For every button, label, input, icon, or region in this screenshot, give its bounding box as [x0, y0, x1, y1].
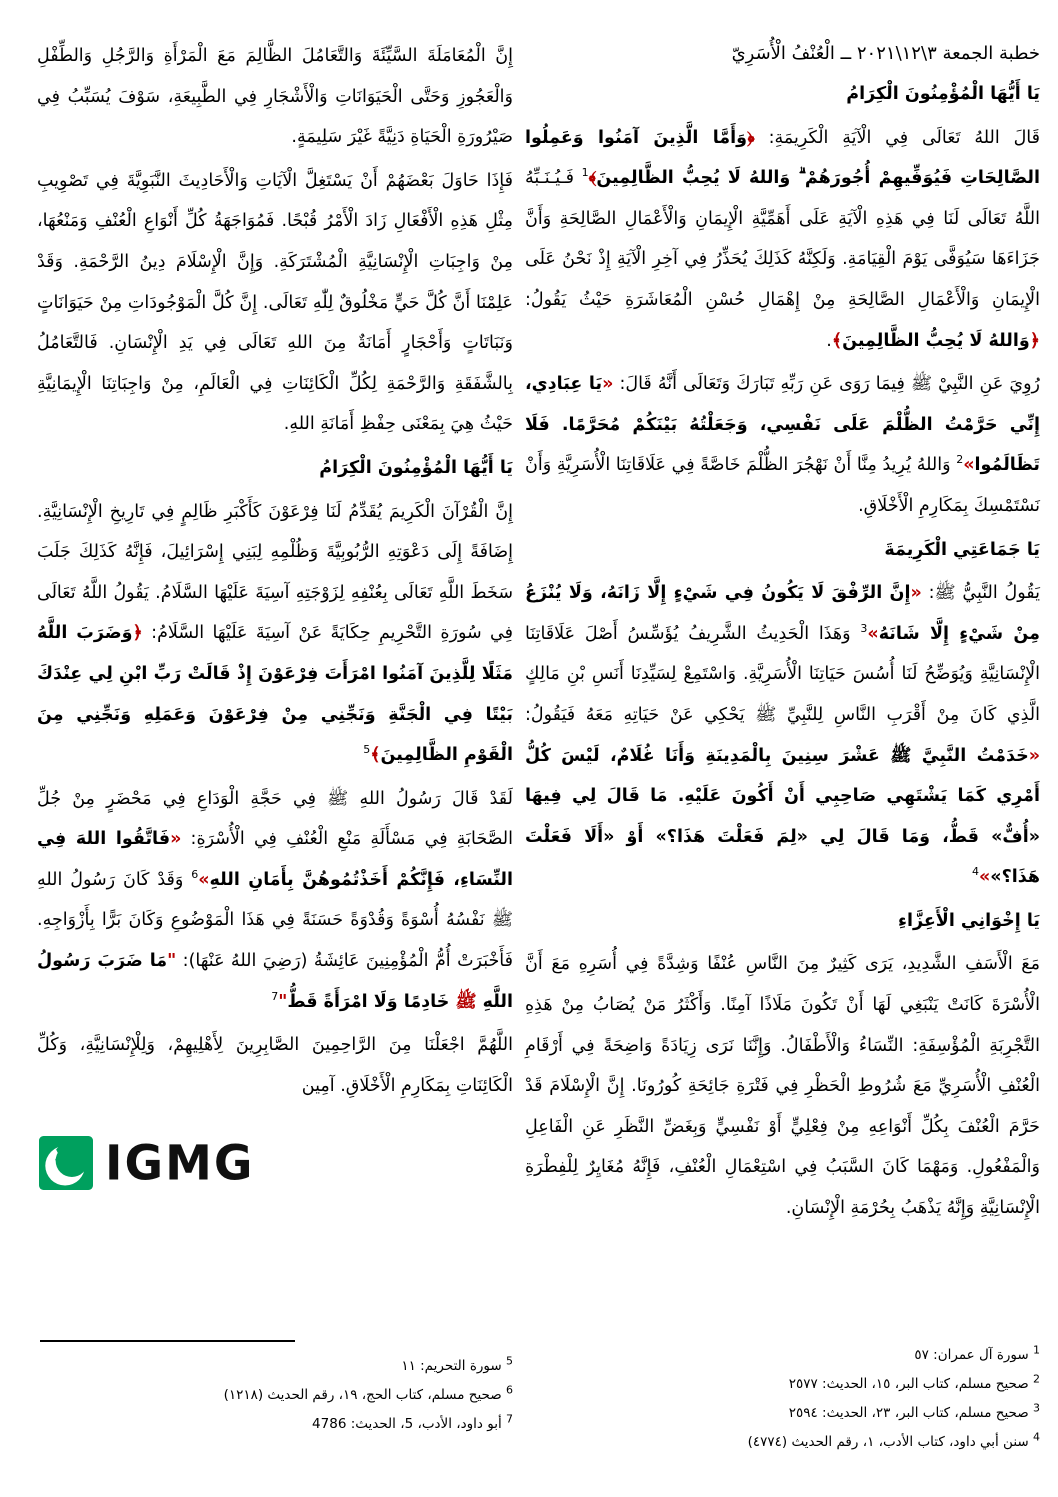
footnote-number: 5	[506, 1354, 513, 1368]
footnote-reference: 3	[860, 621, 868, 635]
text-segment: ﴾	[831, 330, 843, 351]
text-segment: "	[278, 991, 288, 1012]
column-left	[37, 36, 513, 1232]
footnote	[520, 1428, 1040, 1457]
text-segment: وَاللهُ يُرِيدُ مِنَّا أَنْ نَهْجُرَ الظُّلْمَ خَاصَّةً فِي عَلَاقَاتِنَا الْأُسَرِيَّةِ وَأَنْ نَسْتَمْسِكَ بِمَكَارِمِ الْأَخْلَاقِ.	[525, 455, 1040, 516]
text-segment: ﴿	[132, 623, 143, 644]
text-segment: «	[602, 374, 614, 395]
text-segment: »	[978, 867, 991, 888]
footnote-number: 1	[1033, 1343, 1040, 1357]
text-segment: «	[170, 829, 182, 850]
text-segment: ﴾	[588, 168, 597, 189]
text-segment: »	[867, 623, 879, 644]
footnote-reference: 4	[971, 865, 979, 879]
text-segment: "	[167, 951, 177, 972]
section-heading	[525, 74, 1040, 115]
footnote-text: صحيح مسلم، كتاب البر، ١٥، الحديث: ٢٥٧٧	[788, 1375, 1033, 1392]
text-segment: اللَّهُمَّ اجْعَلْنَا مِنَ الرَّاحِمِينَ الصَّابِرِينَ لِأَهْلِيهِمْ، وَلِلْإِنْسَانِيَّةِ، وَكُلِّ الْكَائِنَاتِ بِمَكَارِمِ الْأَخْلَاقِ. آمِين	[37, 1035, 513, 1096]
footnote	[520, 1399, 1040, 1428]
text-segment: فَإِذَا حَاوَلَ بَعْضَهُمْ أَنْ يَسْتَغِلَّ الْآيَاتِ وَالْأَحَادِيثَ النَّبَوِيَّةَ فِي تَصْوِيبِ مِثْلِ هَذِهِ الْأَفْعَالِ زَادَ الْأَمْرُ قُبْحًا. فَمُوَاجَهَةُ كُلِّ أَنْوَاعِ الْعُنْفِ وَمَنْعُهَا، مِنْ وَاجِبَاتِ الْإِنْسَانِيَّةِ الْمُشْتَرَكَةِ. وَإِنَّ الْإِسْلَامَ دِينُ الرَّحْمَةِ. وَقَدْ عَلِمْنَا أَنَّ كُلَّ حَيٍّ مَخْلُوقٌ لِلّٰهِ تَعَالَى. إِنَّ كُلَّ الْمَوْجُودَاتِ مِنْ حَيَوَانَاتٍ وَنَبَاتَاتٍ وَأَحْجَارٍ أَمَانَةٌ مِنَ اللهِ تَعَالَى فِي يَدِ الْإِنْسَانِ. فَالتَّعَامُلُ بِالشَّفَقَةِ وَالرَّحْمَةِ لِكُلِّ الْكَائِنَاتِ فِي الْعَالَمِ، مِنْ وَاجِبَاتِنَا الْإِيمَانِيَّةِ حَيْثُ هِيَ بِمَعْنَى حِفْظِ أَمَانَةِ اللهِ.	[37, 170, 513, 435]
text-segment: فَاتَّقُوا اللهَ فِي النِّسَاءِ، فَإِنَّكُمْ أَخَذْتُمُوهُنَّ بِأَمَانِ اللهِ	[37, 829, 513, 890]
text-segment: يَا إِخْوَانِي الْأَعِزَّاءِ	[898, 910, 1040, 931]
text-segment: ﴿	[747, 127, 755, 148]
column-right	[525, 36, 1040, 1232]
footnote-number: 4	[1033, 1430, 1040, 1444]
text-segment: فَـيُـنَـبِّهُ اللَّهُ تَعَالَى لَنَا فِي هَذِهِ الْآيَةِ عَلَى أَهَمِّيَّةِ الْإِيمَانِ وَالْأَعْمَالِ الصَّالِحَةِ وَأَنَّ جَزَاءَهَا سَيُوَفَّى يَوْمَ الْقِيَامَةِ. وَلَكِنَّهُ كَذَلِكَ يُحَذِّرُ فِي آخِرِ الْآيَةِ إِذْ نَحْنُ عَلَى الْإِيمَانِ وَالْأَعْمَالِ الصَّالِحَةِ مِنْ إِهْمَالِ حُسْنِ الْمُعَاشَرَةِ حَيْثُ يَقُولُ:	[525, 168, 1040, 310]
column-left-content	[37, 36, 513, 1106]
text-segment: ﷺ	[455, 991, 477, 1012]
footnote	[520, 1341, 1040, 1370]
text-segment: إِنَّ الرِّفْقَ لَا يَكُونُ فِي شَيْءٍ إِلَّا زَانَهُ، وَلَا يُنْزَعُ مِنْ شَيْءٍ إِلَّا شَانَهُ	[525, 583, 1040, 644]
text-segment: خَدَمْتُ النَّبِيَّ ﷺ عَشْرَ سِنِينَ بِالْمَدِينَةِ وَأَنَا غُلَامٌ، لَيْسَ كُلُّ أَمْرِي كَمَا يَشْتَهِي صَاحِبِي أَنْ أَكُونَ عَلَيْهِ. مَا قَالَ لِي فِيهَا «أُفٌّ» قَطُّ، وَمَا قَالَ لِي «لِمَ فَعَلْتَ هَذَا؟» أَوْ «أَلَا فَعَلْتَ هَذَا؟»	[525, 745, 1040, 888]
text-segment: يَا أَيُّهَا الْمُؤْمِنُونَ الْكِرَامُ	[846, 84, 1040, 104]
text-segment: وَاللهُ لَا يُحِبُّ الظَّالِمِينَ	[842, 330, 1030, 351]
paragraph	[37, 36, 513, 158]
paragraph	[525, 573, 1040, 898]
footnote	[37, 1410, 513, 1439]
footnote-number: 2	[1033, 1372, 1040, 1386]
footnotes-right	[520, 1341, 1040, 1457]
footnote-reference: 2	[956, 453, 964, 467]
text-segment: .	[826, 330, 832, 351]
text-segment: »	[198, 869, 210, 890]
text-segment: وَقَدْ كَانَ رَسُولُ اللهِ ﷺ نَفْسُهُ أُسْوَةً وَقُدْوَةً حَسَنَةً فِي هَذَا الْمَوْضُوعِ وَكَانَ بَرًّا بِأَزْوَاجِهِ. فَأَخْبَرَتْ أُمُّ الْمُؤْمِنِينَ عَائِشَةُ (رَضِيَ اللهُ عَنْهَا):	[37, 869, 513, 972]
text-segment: إِنَّ الْمُعَامَلَةَ السَّيِّئَةَ وَالتَّعَامُلَ الظَّالِمَ مَعَ الْمَرْأَةِ وَالرَّجُلِ وَالطِّفْلِ وَالْعَجُوزِ وَحَتَّى الْحَيَوَانَاتِ وَالْأَشْجَارِ فِي الطَّبِيعَةِ، سَوْفَ يُسَبِّبُ فِي صَيْرُورَةِ الْحَيَاةِ دَنِيَّةً غَيْرَ سَلِيمَةٍ.	[37, 46, 513, 148]
text-segment: يَا جَمَاعَتِي الْكَرِيمَةَ	[884, 539, 1040, 560]
footnote-reference: 7	[271, 989, 279, 1003]
text-segment: وَهَذَا الْحَدِيثُ الشَّرِيفُ يُؤَسِّسُ أَصْلَ عَلَاقَاتِنَا الْإِنْسَانِيَّةِ وَيُوَضِّحُ لَنَا أُسُسَ حَيَاتِنَا الْأُسَرِيَّةِ. وَاسْتَمِعْ لِسَيِّدِنَا أَنَسِ بْنِ مَالِكٍ الَّذِي كَانَ مِنْ أَقْرَبِ النَّاسِ لِلنَّبِيِّ ﷺ يَحْكِي عَنْ حَيَاتِهِ مَعَهُ فَيَقُولُ:	[525, 623, 1040, 725]
footnote-text: سنن أبي داود، كتاب الأدب، ١، رقم الحديث (٤٧٧٤)	[747, 1433, 1033, 1450]
crescent-europe-icon	[39, 1136, 93, 1190]
section-heading	[525, 530, 1040, 571]
text-segment: مَعَ الْأَسَفِ الشَّدِيدِ، يَرَى كَثِيرٌ مِنَ النَّاسِ عُنْفًا وَشِدَّةً فِي أُسَرِهِ مَعَ أَنَّ الْأُسْرَةَ كَانَتْ يَنْبَغِي لَهَا أَنْ تَكُونَ مَلَاذًا آمِنًا. وَأَكْثَرُ مَنْ يُصَابُ مِنْ هَذِهِ التَّجْرِبَةِ الْمُؤْسِفَةِ: النِّسَاءُ وَالْأَطْفَالُ. وَإِنَّنَا نَرَى زِيَادَةً وَاضِحَةً فِي أَرْقَامِ الْعُنْفِ الْأُسَرِيِّ مَعَ شُرُوطِ الْحَظْرِ فِي فَتْرَةِ جَائِحَةِ كُورُونَا. إِنَّ الْإِسْلَامَ قَدْ حَرَّمَ الْعُنْفَ بِكُلِّ أَنْوَاعِهِ مِنْ فِعْلِيٍّ أَوْ نَفْسِيٍّ وَبِغَضِّ النَّظَرِ عَنِ الْفَاعِلِ وَالْمَفْعُولِ. وَمَهْمَا كَانَ السَّبَبُ فِي اسْتِعْمَالِ الْعُنْفِ، فَإِنَّهُ مُغَايِرٌ لِلْفِطْرَةِ الْإِنْسَانِيَّةِ وَإِنَّهُ يَذْهَبُ بِحُرْمَةِ الْإِنْسَانِ.	[525, 954, 1040, 1219]
footnote-reference: 5	[363, 743, 371, 757]
footnote-number: 3	[1033, 1401, 1040, 1415]
text-segment: قَالَ اللهُ تَعَالَى فِي الْآيَةِ الْكَرِيمَةِ:	[754, 127, 1040, 148]
footnote-text: سورة التحريم: ١١	[401, 1357, 506, 1374]
paragraph	[525, 944, 1040, 1228]
footnote-number: 7	[506, 1412, 513, 1426]
igmg-logo-text: IGMG	[105, 1135, 255, 1192]
paragraph	[37, 779, 513, 1023]
text-segment: لَقَدْ قَالَ رَسُولُ اللهِ ﷺ فِي حَجَّةِ الْوَدَاعِ فِي مَحْضَرٍ مِنْ جُلِّ الصَّحَابَةِ فِي مَسْأَلَةِ مَنْعِ الْعُنْفِ فِي الْأُسْرَةِ:	[37, 788, 513, 850]
text-segment: «	[1028, 745, 1040, 766]
text-segment: «	[910, 583, 922, 604]
section-heading	[37, 448, 513, 489]
paragraph	[37, 492, 513, 776]
footnote-number: 6	[506, 1383, 513, 1397]
footnote-text: سورة آل عمران: ٥٧	[914, 1346, 1033, 1363]
footnote-reference: 6	[191, 868, 199, 882]
igmg-logo	[39, 1136, 513, 1190]
footnote-text: صحيح مسلم، كتاب البر، ٢٣، الحديث: ٢٥٩٤	[788, 1404, 1033, 1421]
text-segment: وَأَمَّا الَّذِينَ آمَنُوا وَعَمِلُوا الصَّالِحَاتِ فَيُوَفِّيهِمْ أُجُورَهُمْ	[525, 127, 1040, 189]
text-segment: يَا عِبَادِي، إِنِّي حَرَّمْتُ الظُّلْمَ عَلَى نَفْسِي، وَجَعَلْتُهُ بَيْنَكُمْ مُحَرَّمًا. فَلَا تَظَالَمُوا	[525, 374, 1040, 476]
text-segment: ﴾	[370, 745, 381, 766]
footnote-reference: 1	[581, 166, 589, 180]
column-right-content	[525, 74, 1040, 1229]
text-segment: يَقُولُ النَّبِيُّ ﷺ:	[921, 583, 1040, 604]
text-segment: »	[963, 455, 975, 476]
paragraph	[525, 118, 1040, 362]
text-segment: إِنَّ الْقُرْآنَ الْكَرِيمَ يُقَدِّمُ لَنَا فِرْعَوْنَ كَأَكْبَرِ ظَالِمٍ فِي تَارِيخِ الْإِنْسَانِيَّةِ. إِضَافَةً إِلَى دَعْوَتِهِ الرُّبُوبِيَّةَ وَظُلْمِهِ لِبَنِي إِسْرَائِيلَ، فَإِنَّهُ كَذَلِكَ جَلَبَ سَخَطَ اللَّهِ تَعَالَى بِعُنْفِهِ لِزَوْجَتِهِ آسِيَةَ عَلَيْهَا السَّلَامُ. يَقُولُ اللَّهُ تَعَالَى فِي سُورَةِ التَّحْرِيمِ حِكَايَةً عَنْ آسِيَةَ عَلَيْهَا السَّلَامُ:	[37, 501, 513, 644]
text-segment: وَضَرَبَ اللَّهُ مَثَلًا لِلَّذِينَ آمَنُوا امْرَأَتَ فِرْعَوْنَ إِذْ قَالَتْ رَبِّ ابْنِ لِي عِنْدَكَ بَيْتًا فِي الْجَنَّةِ وَنَجِّنِي مِنْ فِرْعَوْنَ وَعَمَلِهِ وَنَجِّنِي مِنَ الْقَوْمِ الظَّالِمِينَ	[37, 623, 513, 766]
footnote-text: صحيح مسلم، كتاب الحج، ١٩، رقم الحديث (١٢١٨)	[223, 1386, 506, 1403]
footnotes-left-list	[37, 1352, 513, 1439]
text-segment: مَا ضَرَبَ رَسُولُ اللَّهِ	[37, 951, 513, 1012]
footnote	[37, 1352, 513, 1381]
section-heading	[525, 901, 1040, 942]
paragraph	[525, 364, 1040, 526]
paragraph	[37, 1025, 513, 1106]
footnote-text: أبو داود، الأدب، 5، الحديث: 4786	[312, 1415, 506, 1432]
text-segment: وَاللهُ لَا يُحِبُّ الظَّالِمِينَ	[596, 168, 799, 189]
footnotes-left	[37, 1340, 513, 1439]
footnote	[520, 1370, 1040, 1399]
text-segment: رُوِيَ عَنِ النَّبِيْ ﷺ فِيمَا رَوَى عَنِ رَبِّهِ تَبَارَكَ وَتَعَالَى أَنَّهُ قَالَ:	[613, 374, 1040, 395]
text-segment: ﴿	[1029, 330, 1040, 351]
document-header: خطبة الجمعة ٣\١٢\٢٠٢١ ــ الْعُنْفُ الْأُسَرِيّ	[731, 43, 1040, 64]
footnote	[37, 1381, 513, 1410]
paragraph	[37, 161, 513, 445]
text-segment: خَادِمًا وَلَا امْرَأَةً قَطُّ	[287, 991, 456, 1012]
footnote-separator	[40, 1340, 295, 1342]
text-segment: يَا أَيُّهَا الْمُؤْمِنُونَ الْكِرَامُ	[319, 457, 513, 478]
footnotes-right-list	[520, 1341, 1040, 1457]
